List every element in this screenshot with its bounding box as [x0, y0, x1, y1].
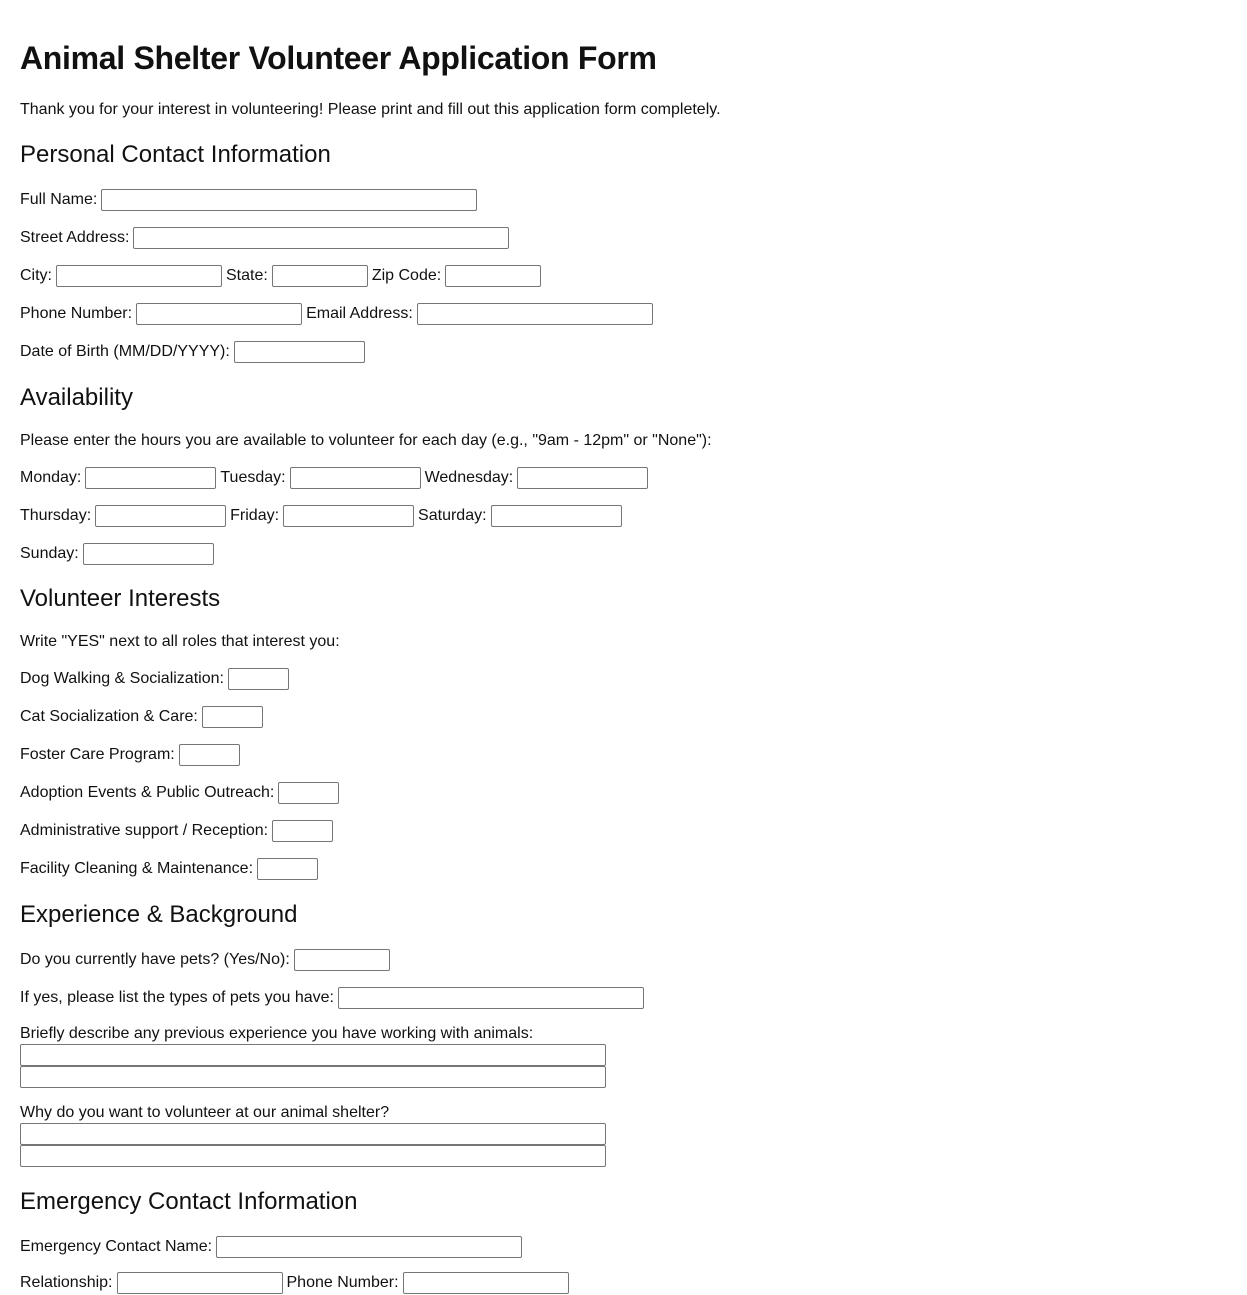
- emergency-phone-label: Phone Number:: [286, 1274, 399, 1291]
- city-label: City:: [20, 267, 52, 284]
- role-row: [20, 743, 240, 767]
- full-name-input[interactable]: [101, 189, 477, 211]
- role-row: [20, 705, 263, 729]
- pet-types-input[interactable]: [338, 987, 644, 1009]
- street-address-row: [20, 226, 509, 250]
- dog-walking-input[interactable]: [228, 668, 289, 690]
- emergency-name-input[interactable]: [216, 1236, 522, 1258]
- why-volunteer-label: Why do you want to volunteer at our animal shelter?: [20, 1104, 390, 1121]
- role-label: Cat Socialization & Care:: [20, 708, 198, 725]
- intro-text: Thank you for your interest in volunteering! Please print and fill out this application form completely.: [20, 101, 721, 118]
- previous-experience-input-line-2[interactable]: [20, 1066, 606, 1088]
- why-volunteer-input-line-2[interactable]: [20, 1145, 606, 1167]
- dob-row: [20, 340, 365, 364]
- section-heading-interests: Volunteer Interests: [20, 585, 221, 612]
- city-state-zip-row: [20, 264, 541, 288]
- zip-input[interactable]: [445, 265, 541, 287]
- monday-input[interactable]: [85, 467, 216, 489]
- relationship-input[interactable]: [117, 1272, 283, 1294]
- pet-types-row: [20, 986, 644, 1010]
- full-name-row: [20, 188, 477, 212]
- phone-input[interactable]: [136, 303, 302, 325]
- saturday-label: Saturday:: [418, 507, 487, 524]
- emergency-name-row: [20, 1235, 522, 1259]
- street-address-input[interactable]: [133, 227, 509, 249]
- dob-input[interactable]: [234, 341, 365, 363]
- role-row: [20, 667, 289, 691]
- city-input[interactable]: [56, 265, 222, 287]
- availability-instructions: Please enter the hours you are available to volunteer for each day (e.g., "9am - 12pm" or "None"):: [20, 432, 712, 449]
- role-label: Foster Care Program:: [20, 746, 175, 763]
- email-input[interactable]: [417, 303, 653, 325]
- facility-cleaning-input[interactable]: [257, 858, 318, 880]
- section-heading-experience: Experience & Background: [20, 901, 298, 928]
- have-pets-row: [20, 948, 390, 972]
- full-name-label: Full Name:: [20, 191, 98, 208]
- have-pets-input[interactable]: [294, 949, 390, 971]
- previous-experience-input-line-1[interactable]: [20, 1044, 606, 1066]
- emergency-name-label: Emergency Contact Name:: [20, 1238, 213, 1255]
- monday-label: Monday:: [20, 469, 82, 486]
- relationship-label: Relationship:: [20, 1274, 113, 1291]
- have-pets-label: Do you currently have pets? (Yes/No):: [20, 951, 290, 968]
- thursday-input[interactable]: [95, 505, 226, 527]
- tuesday-input[interactable]: [290, 467, 421, 489]
- interests-instructions: Write "YES" next to all roles that interest you:: [20, 633, 340, 650]
- state-label: State:: [226, 267, 268, 284]
- section-heading-personal: Personal Contact Information: [20, 141, 331, 168]
- section-heading-emergency: Emergency Contact Information: [20, 1188, 358, 1215]
- previous-experience-label: Briefly describe any previous experience you have working with animals:: [20, 1025, 534, 1042]
- role-label: Adoption Events & Public Outreach:: [20, 784, 275, 801]
- role-label: Facility Cleaning & Maintenance:: [20, 860, 254, 877]
- page-title: Animal Shelter Volunteer Application Form: [20, 40, 657, 76]
- availability-row-1: [20, 466, 648, 490]
- dob-label: Date of Birth (MM/DD/YYYY):: [20, 343, 230, 360]
- emergency-relationship-row: [20, 1271, 569, 1295]
- section-heading-availability: Availability: [20, 384, 133, 411]
- wednesday-input[interactable]: [517, 467, 648, 489]
- thursday-label: Thursday:: [20, 507, 92, 524]
- role-label: Dog Walking & Socialization:: [20, 670, 224, 687]
- phone-label: Phone Number:: [20, 305, 133, 322]
- emergency-phone-input[interactable]: [403, 1272, 569, 1294]
- role-row: [20, 819, 333, 843]
- street-address-label: Street Address:: [20, 229, 130, 246]
- email-label: Email Address:: [306, 305, 413, 322]
- friday-label: Friday:: [230, 507, 280, 524]
- tuesday-label: Tuesday:: [220, 469, 286, 486]
- availability-row-2: [20, 504, 622, 528]
- friday-input[interactable]: [283, 505, 414, 527]
- role-label: Administrative support / Reception:: [20, 822, 269, 839]
- role-row: [20, 781, 339, 805]
- why-volunteer-input-line-1[interactable]: [20, 1123, 606, 1145]
- foster-care-input[interactable]: [179, 744, 240, 766]
- cat-socialization-input[interactable]: [202, 706, 263, 728]
- saturday-input[interactable]: [491, 505, 622, 527]
- adoption-events-input[interactable]: [278, 782, 339, 804]
- zip-label: Zip Code:: [371, 267, 442, 284]
- state-input[interactable]: [272, 265, 368, 287]
- administrative-support-input[interactable]: [272, 820, 333, 842]
- phone-email-row: [20, 302, 653, 326]
- sunday-label: Sunday:: [20, 545, 79, 562]
- sunday-input[interactable]: [83, 543, 214, 565]
- wednesday-label: Wednesday:: [424, 469, 514, 486]
- role-row: [20, 857, 318, 881]
- availability-row-3: [20, 542, 214, 566]
- pet-types-label: If yes, please list the types of pets you have:: [20, 989, 334, 1006]
